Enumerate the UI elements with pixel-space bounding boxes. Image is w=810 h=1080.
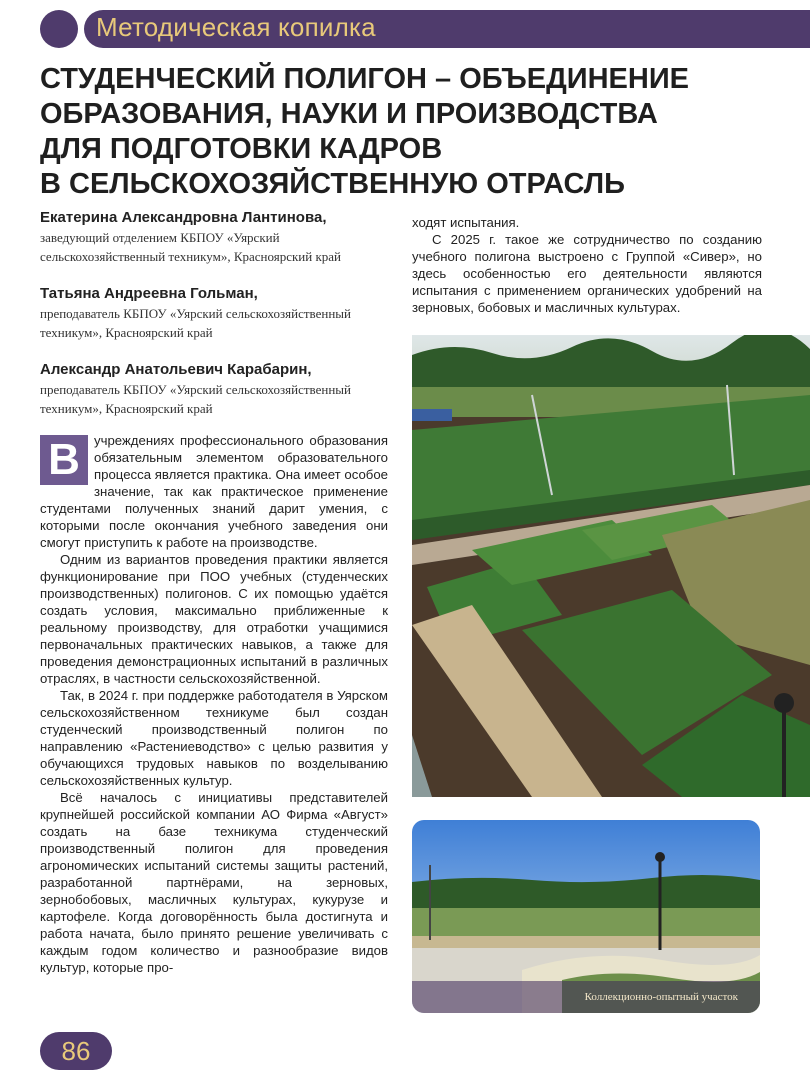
section-title: Методическая копилка [96,12,376,42]
author-role: заведующий отделением КБПОУ «Уярский сельскохозяйственный техникум», Красноярский край [40,230,342,264]
author-role: преподаватель КБПОУ «Уярский сельскохозяйственный техникум», Красноярский край [40,306,351,340]
paragraph: Так, в 2024 г. при поддержке работодателя в Уярском сельскохозяйственном техникуме был создан студенческий производственный полигон по направлению «Растениеводство» с целью развития у обучающихся трудовых навыков по возделыванию сельскохозяйственных культур. [40,688,388,788]
photo-caption: Коллекционно-опытный участок [412,981,760,1013]
page-number: 86 [40,1032,112,1070]
field-photo [412,335,810,797]
article-title [40,62,770,202]
header-circle [40,10,78,48]
author [40,284,400,342]
paragraph: ходят испытания. [412,215,520,230]
title-line: В СЕЛЬСКОХОЗЯЙСТВЕННУЮ ОТРАСЛЬ [40,168,625,200]
left-column [40,432,388,976]
author [40,360,400,418]
title-line: ДЛЯ ПОДГОТОВКИ КАДРОВ [40,133,443,165]
author-name: Екатерина Александровна Лантинова, [40,209,327,226]
collection-plot-photo [412,820,760,1013]
paragraph-text: учреждениях профессионального образования обязательным элементом образовательного процесса является практика. Она имеет особое значение, так как практическое применение студентами полученных знаний дарит умения, с которыми после окончания учебного заведения они смогут приступить к работе на производстве. [40,433,388,550]
author-role: преподаватель КБПОУ «Уярский сельскохозяйственный техникум», Красноярский край [40,382,351,416]
author [40,208,400,266]
author-name: Татьяна Андреевна Гольман, [40,285,258,302]
title-line: СТУДЕНЧЕСКИЙ ПОЛИГОН – ОБЪЕДИНЕНИЕ [40,63,690,95]
paragraph: С 2025 г. такое же сотрудничество по созданию учебного полигона выстроено с Группой «Сивер», но здесь особенностью его деятельности являются испытания с применением органических удобрений на зерновых, бобовых и масличных культурах. [412,232,762,315]
drop-cap: В [40,435,88,485]
paragraph: Одним из вариантов проведения практики является функционирование при ПОО учебных (студенческих производственных) полигонов. С их помощью удаётся создать условия, максимально приближенные к реальному производству, для отработки учащимися первоначальных практических навыков, а также для проведения демонстрационных испытаний в различных отраслях, в частности сельскохозяйственной. [40,552,388,686]
paragraph [40,432,388,551]
right-column [412,214,762,316]
authors-block [40,208,400,436]
author-name: Александр Анатольевич Карабарин, [40,361,312,378]
paragraph: Всё началось с инициативы представителей крупнейшей российской компании АО Фирма «Август» создать на базе техникума студенческий производственный полигон для проведения агрономических испытаний системы защиты растений, разработанной партнёрами, на зерновых, зернобобовых, масличных культурах, кукурузе и картофеле. Когда договорённость была достигнута и работа начата, было принято решение увеличивать с каждым годом количество и разнообразие видов культур, которые про- [40,790,388,975]
title-line: ОБРАЗОВАНИЯ, НАУКИ И ПРОИЗВОДСТВА [40,98,658,130]
field-photo-image [412,335,810,797]
